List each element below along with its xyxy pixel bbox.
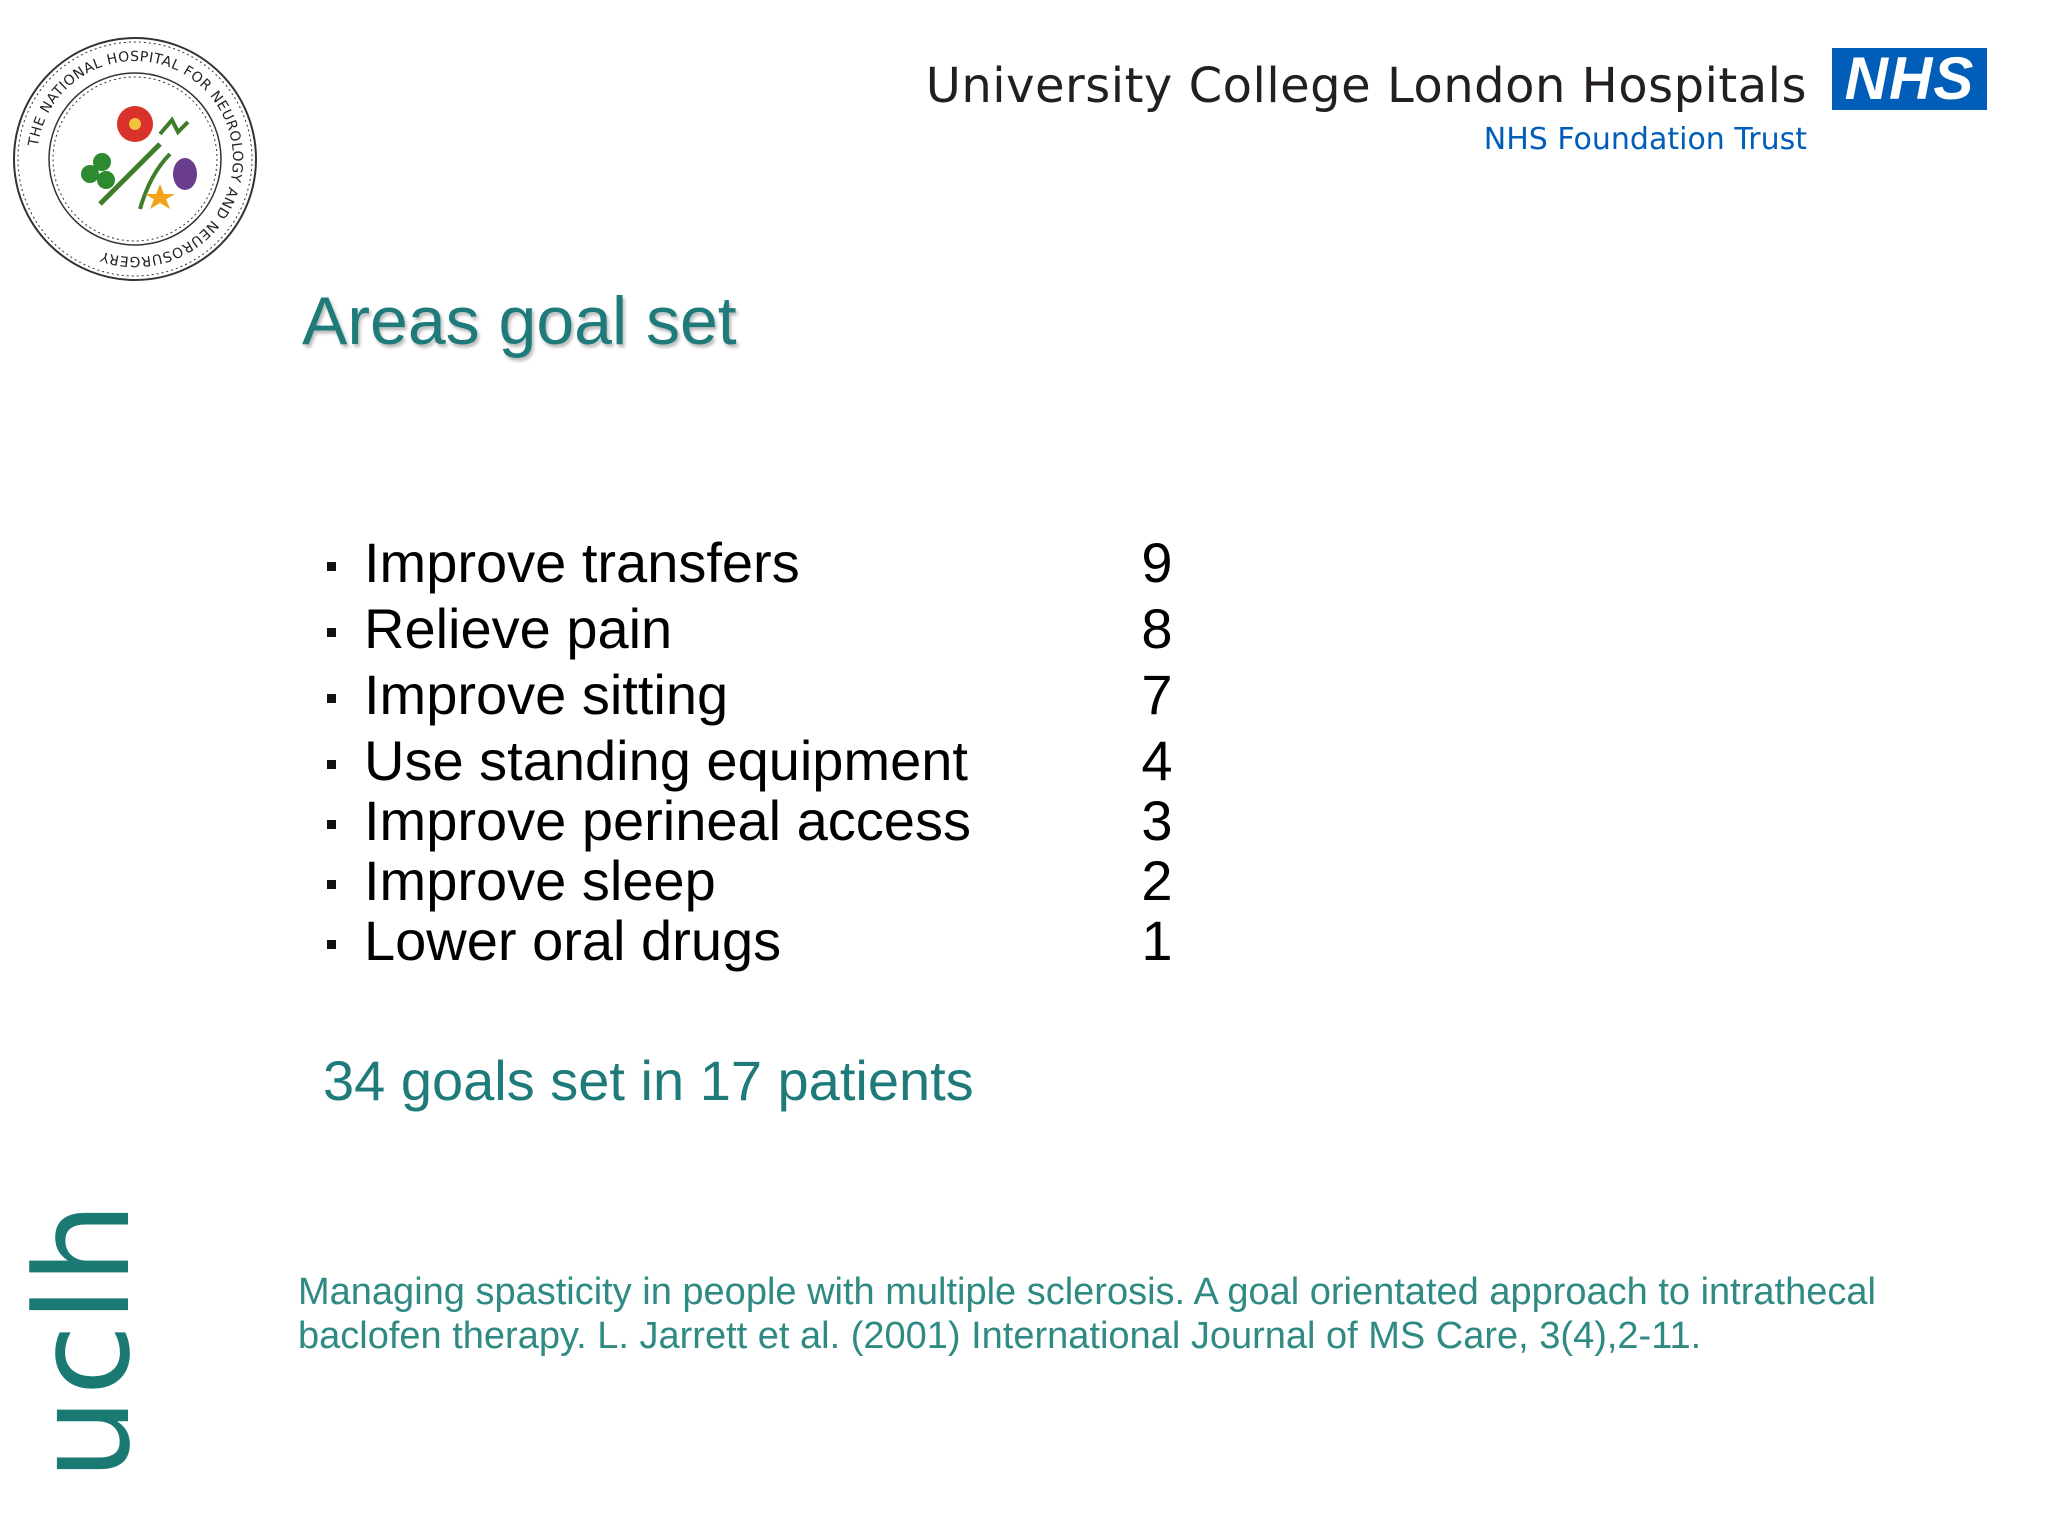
goal-count: 9 bbox=[1141, 531, 1173, 594]
organization-subtitle: NHS Foundation Trust bbox=[1483, 122, 1807, 157]
bullet-icon bbox=[327, 880, 336, 889]
uclh-wordmark-logo bbox=[8, 1195, 158, 1485]
goal-count: 4 bbox=[1141, 729, 1173, 792]
bullet-icon bbox=[327, 562, 336, 571]
goal-label: Lower oral drugs bbox=[364, 909, 782, 972]
bullet-icon bbox=[327, 820, 336, 829]
bullet-icon bbox=[327, 628, 336, 637]
goal-count: 3 bbox=[1141, 789, 1173, 852]
national-hospital-seal-logo bbox=[10, 34, 260, 284]
uclh-wordmark-text: uclh bbox=[7, 1199, 159, 1481]
goal-count: 8 bbox=[1141, 597, 1173, 660]
seal-text: THE NATIONAL HOSPITAL FOR NEUROLOGY AND NEUROSURGERY bbox=[25, 48, 246, 270]
goal-label: Improve sleep bbox=[364, 849, 716, 912]
goal-count: 2 bbox=[1141, 849, 1173, 912]
goal-label: Relieve pain bbox=[364, 597, 673, 660]
reference-citation: Managing spasticity in people with multiple sclerosis. A goal orientated approach to intrathecal baclofen therapy. L. Jarrett et al. (2001) International Journal of MS Care, 3(4),2-11. bbox=[298, 1271, 1876, 1357]
bullet-icon bbox=[327, 760, 336, 769]
goal-label: Improve perineal access bbox=[364, 789, 971, 852]
goals-summary: 34 goals set in 17 patients bbox=[323, 1049, 974, 1112]
bullet-icon bbox=[327, 694, 336, 703]
goal-count: 7 bbox=[1141, 663, 1173, 726]
goal-label: Use standing equipment bbox=[364, 729, 968, 792]
goal-label: Improve sitting bbox=[364, 663, 729, 726]
goal-label: Improve transfers bbox=[364, 531, 800, 594]
bullet-icon bbox=[327, 940, 336, 949]
goal-count: 1 bbox=[1141, 909, 1173, 972]
nhs-logo: NHS bbox=[1832, 48, 1987, 110]
slide-title: Areas goal set bbox=[302, 283, 737, 359]
organization-name: University College London Hospitals bbox=[925, 58, 1807, 114]
